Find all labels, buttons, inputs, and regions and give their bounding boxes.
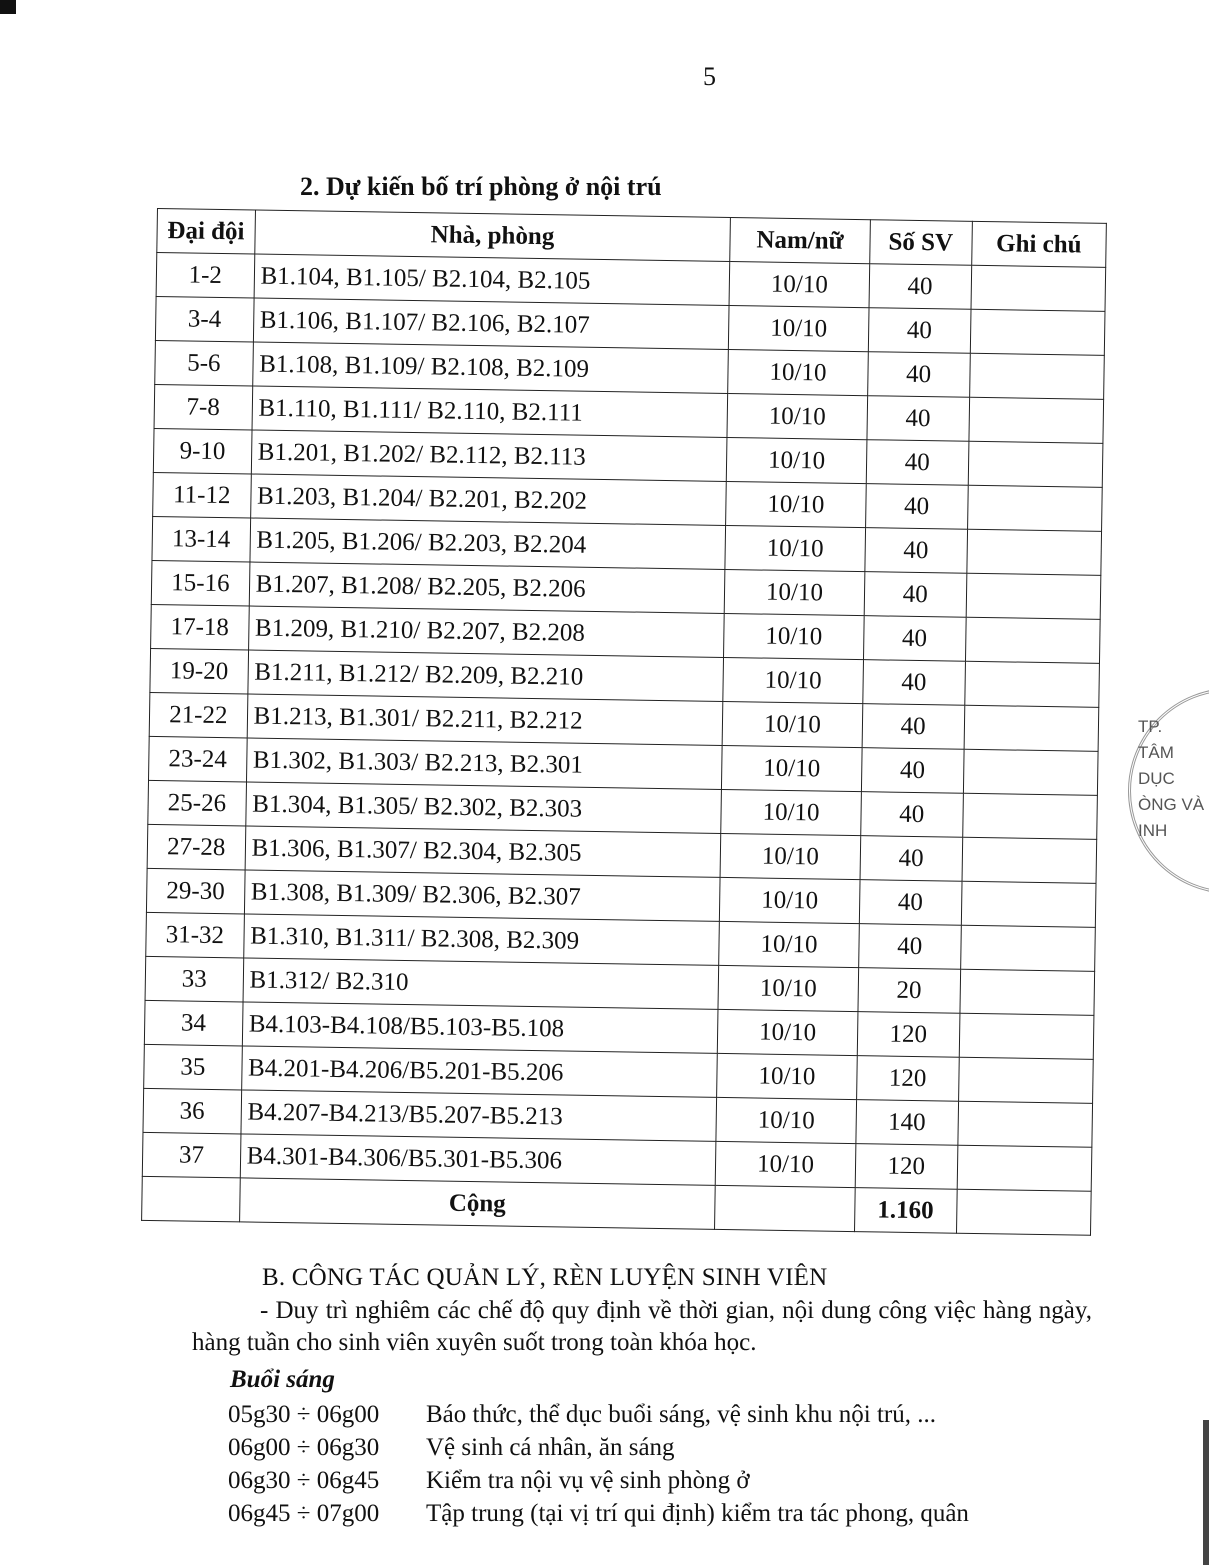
rooms-cell: B4.201-B4.206/B5.201-B5.206 — [241, 1046, 717, 1097]
count-cell: 120 — [857, 1012, 960, 1058]
note-cell — [962, 837, 1097, 883]
rooms-cell: B1.304, B1.305/ B2.302, B2.303 — [245, 782, 721, 833]
count-cell: 40 — [866, 440, 969, 486]
total-label: Cộng — [239, 1178, 715, 1229]
rooms-cell: B4.301-B4.306/B5.301-B5.306 — [240, 1134, 716, 1185]
total-note-cell — [956, 1189, 1091, 1235]
note-cell — [962, 793, 1097, 839]
schedule-time: 05g30 ÷ 06g00 — [228, 1401, 380, 1428]
note-cell — [964, 661, 1099, 707]
note-cell — [960, 925, 1095, 971]
count-cell: 40 — [867, 396, 970, 442]
gender-cell: 10/10 — [717, 1053, 857, 1099]
header-company: Đại đội — [157, 209, 255, 255]
company-cell: 11-12 — [153, 472, 251, 518]
header-count: Số SV — [869, 220, 972, 266]
rooms-cell: B4.207-B4.213/B5.207-B5.213 — [241, 1090, 717, 1141]
total-gender-cell — [715, 1185, 855, 1231]
count-cell: 40 — [863, 660, 966, 706]
company-cell: 37 — [142, 1132, 240, 1178]
note-cell — [968, 441, 1103, 487]
stamp-line: TP. — [1138, 717, 1163, 736]
rooms-cell: B4.103-B4.108/B5.103-B5.108 — [242, 1002, 718, 1053]
company-cell: 9-10 — [153, 428, 251, 474]
company-cell: 36 — [143, 1088, 241, 1134]
morning-schedule — [228, 1398, 969, 1530]
note-cell — [969, 397, 1104, 443]
scan-binding-edge — [1203, 1420, 1209, 1565]
gender-cell: 10/10 — [720, 877, 860, 923]
count-cell: 20 — [858, 968, 961, 1014]
section-heading: 2. Dự kiến bố trí phòng ở nội trú — [300, 172, 662, 201]
rooms-cell: B1.108, B1.109/ B2.108, B2.109 — [252, 342, 728, 393]
schedule-row — [228, 1431, 969, 1464]
count-cell: 40 — [868, 308, 971, 354]
gender-cell: 10/10 — [727, 393, 867, 439]
rooms-cell: B1.205, B1.206/ B2.203, B2.204 — [250, 518, 726, 569]
stamp-line: TÂM — [1138, 743, 1174, 762]
note-cell — [966, 573, 1101, 619]
company-cell: 27-28 — [147, 824, 245, 870]
company-cell: 17-18 — [151, 604, 249, 650]
gender-cell: 10/10 — [728, 349, 868, 395]
note-cell — [969, 353, 1104, 399]
rooms-cell: B1.312/ B2.310 — [243, 958, 719, 1009]
gender-cell: 10/10 — [724, 569, 864, 615]
gender-cell: 10/10 — [729, 305, 869, 351]
count-cell: 120 — [856, 1056, 959, 1102]
schedule-time: 06g30 ÷ 06g45 — [228, 1467, 380, 1494]
room-allocation-table — [141, 208, 1107, 1236]
note-cell — [959, 1013, 1094, 1059]
company-cell: 29-30 — [146, 868, 244, 914]
rooms-cell: B1.203, B1.204/ B2.201, B2.202 — [250, 474, 726, 525]
company-cell: 1-2 — [156, 253, 254, 299]
gender-cell: 10/10 — [717, 1009, 857, 1055]
company-cell: 31-32 — [146, 912, 244, 958]
header-note: Ghi chú — [971, 221, 1106, 267]
gender-cell: 10/10 — [722, 701, 862, 747]
stamp-text — [1138, 714, 1204, 844]
section-b-heading: B. CÔNG TÁC QUẢN LÝ, RÈN LUYỆN SINH VIÊN — [262, 1264, 828, 1291]
count-cell: 40 — [858, 924, 961, 970]
company-cell: 34 — [144, 1000, 242, 1046]
gender-cell: 10/10 — [719, 921, 859, 967]
rooms-cell: B1.106, B1.107/ B2.106, B2.107 — [253, 298, 729, 349]
company-cell: 19-20 — [150, 648, 248, 694]
note-cell — [964, 705, 1099, 751]
schedule-row — [228, 1464, 969, 1497]
count-cell: 40 — [862, 704, 965, 750]
count-cell: 40 — [865, 528, 968, 574]
company-cell: 15-16 — [151, 560, 249, 606]
company-cell: 13-14 — [152, 516, 250, 562]
note-cell — [965, 617, 1100, 663]
count-cell: 140 — [856, 1100, 959, 1146]
note-cell — [967, 485, 1102, 531]
rooms-cell: B1.209, B1.210/ B2.207, B2.208 — [248, 606, 724, 657]
section-b-paragraph: - Duy trì nghiêm các chế độ quy định về thời gian, nội dung công việc hàng ngày, hàng tuần cho sinh viên xuyên suốt trong toàn khóa học. — [192, 1297, 1092, 1356]
scan-corner-mark — [0, 0, 16, 14]
rooms-cell: B1.310, B1.311/ B2.308, B2.309 — [243, 914, 719, 965]
schedule-activity: Tập trung (tại vị trí qui định) kiểm tra tác phong, quân — [426, 1500, 969, 1527]
count-cell: 40 — [861, 792, 964, 838]
count-cell: 120 — [855, 1144, 958, 1190]
total-empty-cell — [142, 1176, 240, 1222]
gender-cell: 10/10 — [723, 657, 863, 703]
stamp-line: INH — [1138, 821, 1168, 840]
schedule-activity: Vệ sinh cá nhân, ăn sáng — [426, 1434, 675, 1461]
note-cell — [960, 969, 1095, 1015]
gender-cell: 10/10 — [729, 262, 869, 308]
company-cell: 21-22 — [149, 692, 247, 738]
count-cell: 40 — [859, 880, 962, 926]
rooms-cell: B1.201, B1.202/ B2.112, B2.113 — [251, 430, 727, 481]
company-cell: 23-24 — [149, 736, 247, 782]
rooms-cell: B1.207, B1.208/ B2.205, B2.206 — [249, 562, 725, 613]
gender-cell: 10/10 — [722, 745, 862, 791]
gender-cell: 10/10 — [716, 1097, 856, 1143]
schedule-row — [228, 1497, 969, 1530]
company-cell: 3-4 — [155, 296, 253, 342]
total-count: 1.160 — [854, 1188, 957, 1234]
gender-cell: 10/10 — [724, 613, 864, 659]
official-stamp — [1128, 688, 1209, 893]
rooms-cell: B1.110, B1.111/ B2.110, B2.111 — [252, 386, 728, 437]
company-cell: 7-8 — [154, 384, 252, 430]
gender-cell: 10/10 — [715, 1141, 855, 1187]
stamp-line: DỤC — [1138, 769, 1175, 788]
company-cell: 5-6 — [155, 340, 253, 386]
rooms-cell: B1.302, B1.303/ B2.213, B2.301 — [246, 738, 722, 789]
gender-cell: 10/10 — [725, 525, 865, 571]
table-body — [142, 253, 1105, 1192]
schedule-row — [228, 1398, 969, 1431]
gender-cell: 10/10 — [726, 437, 866, 483]
gender-cell: 10/10 — [720, 833, 860, 879]
note-cell — [961, 881, 1096, 927]
gender-cell: 10/10 — [718, 965, 858, 1011]
schedule-time: 06g00 ÷ 06g30 — [228, 1434, 380, 1461]
page-number: 5 — [703, 62, 716, 91]
schedule-time: 06g45 ÷ 07g00 — [228, 1500, 380, 1527]
stamp-line: ÒNG VÀ — [1138, 795, 1205, 814]
schedule-activity: Báo thức, thể dục buổi sáng, vệ sinh khu nội trú, ... — [426, 1401, 937, 1428]
header-gender: Nam/nữ — [730, 218, 870, 264]
rooms-cell: B1.211, B1.212/ B2.209, B2.210 — [248, 650, 724, 701]
company-cell: 33 — [145, 956, 243, 1002]
note-cell — [963, 749, 1098, 795]
count-cell: 40 — [863, 616, 966, 662]
count-cell: 40 — [869, 264, 972, 310]
note-cell — [957, 1145, 1092, 1191]
company-cell: 35 — [144, 1044, 242, 1090]
note-cell — [970, 309, 1105, 355]
count-cell: 40 — [865, 484, 968, 530]
header-rooms: Nhà, phòng — [254, 210, 730, 261]
count-cell: 40 — [861, 748, 964, 794]
rooms-cell: B1.213, B1.301/ B2.211, B2.212 — [247, 694, 723, 745]
schedule-activity: Kiểm tra nội vụ vệ sinh phòng ở — [426, 1467, 750, 1494]
note-cell — [958, 1057, 1093, 1103]
morning-heading: Buổi sáng — [230, 1366, 335, 1393]
count-cell: 40 — [860, 836, 963, 882]
note-cell — [971, 265, 1106, 311]
rooms-cell: B1.308, B1.309/ B2.306, B2.307 — [244, 870, 720, 921]
count-cell: 40 — [867, 352, 970, 398]
rooms-cell: B1.104, B1.105/ B2.104, B2.105 — [254, 254, 730, 305]
count-cell: 40 — [864, 572, 967, 618]
gender-cell: 10/10 — [726, 481, 866, 527]
note-cell — [957, 1101, 1092, 1147]
rooms-cell: B1.306, B1.307/ B2.304, B2.305 — [245, 826, 721, 877]
company-cell: 25-26 — [148, 780, 246, 826]
gender-cell: 10/10 — [721, 789, 861, 835]
note-cell — [966, 529, 1101, 575]
